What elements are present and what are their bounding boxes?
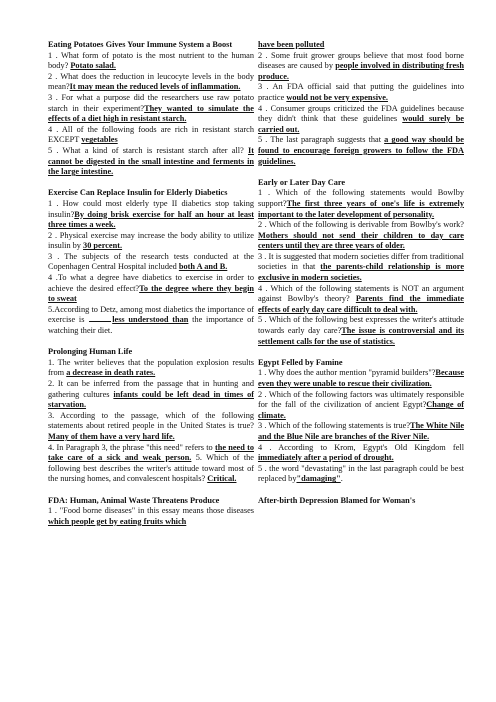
section-title: Eating Potatoes Gives Your Immune System a Boost (48, 40, 233, 49)
section-title: Egypt Felled by Famine (258, 357, 343, 367)
question-item (258, 421, 464, 442)
answer-text: Parents find the immediate effects of early day care difficult to deal with. (258, 294, 464, 314)
answer-text: The first three years of one's life is extremely important to the later development of personality. (258, 198, 464, 219)
question-item (258, 104, 464, 136)
question-item (48, 51, 254, 72)
question-item (258, 443, 464, 464)
question-text: 2 . Some fruit grower groups believe that most food borne diseases are caused by (258, 50, 464, 71)
question-text: 4 .To what a degree have diabetics to exercise in order to achieve the desired effect? (48, 273, 254, 293)
answer-text: both A and B. (178, 262, 228, 272)
answer-text: which people get by eating fruits which (48, 516, 187, 526)
answer-text: Critical. (207, 474, 237, 484)
question-text: 5.According to Detz, among most diabetics the importance of exercise is (48, 304, 254, 325)
question-text: 3. According to the passage, which of the following statements about retired people in the United States is true? (48, 410, 254, 431)
question-text: 5 . Which of the following best expresses the writer's attitude towards early day care? (258, 315, 464, 336)
question-text: 2 . Physical exercise may increase the body ability to utilize insulin by (48, 230, 254, 251)
answer-text: "damaging" (296, 474, 341, 484)
question-text: 2 . Which of the following is derivable from Bowlby's work? (258, 220, 464, 230)
question-text: 4 . Which of the following statements is NOT an argument against Bowlby's theory? (258, 283, 464, 304)
answer-text: By doing brisk exercise for half an hour at least three times a week. (48, 209, 254, 230)
section-title: After-birth Depression Blamed for Woman's (258, 495, 416, 505)
question-item (48, 231, 254, 252)
question-item (48, 146, 254, 178)
question-text: 3 . An FDA official said that putting the guidelines into practice (258, 82, 464, 102)
answer-text: Mothers should not send their children to day care centers until they are three years of older. (258, 230, 464, 251)
question-item (48, 358, 254, 379)
answer-text: 30 percent. (83, 241, 123, 251)
answer-text: vegetables (81, 135, 118, 145)
question-text: 2 . Which of the following factors was ultimately responsible for the fall of the civilization of ancient Egypt? (258, 389, 464, 410)
answer-text: Because even they were unable to rescue their civilization. (258, 368, 464, 388)
question-item (48, 252, 254, 273)
question-item (258, 40, 464, 51)
section-title: FDA: Human, Animal Waste Threatens Produce (48, 495, 220, 505)
question-item (48, 273, 254, 305)
question-text: 2. It can be inferred from the passage that in hunting and gathering cultures (48, 379, 254, 399)
question-item (258, 464, 464, 485)
answer-text: a good way should be found to encourage foreign growers to follow the FDA guidelines. (258, 135, 464, 166)
answer-text: the need to take care of a sick and weak person. (48, 442, 254, 463)
question-item (258, 284, 464, 316)
question-tail: . (340, 474, 343, 484)
question-item (48, 506, 254, 527)
answer-text: would surely be carried out. (258, 114, 464, 134)
answer-text: immediately after a period of drought. (258, 453, 394, 463)
answer-text: The White Nile and the Blue Nile are branches of the River Nile. (258, 421, 465, 441)
question-item (48, 72, 254, 93)
question-item (48, 443, 254, 485)
left-column (48, 40, 254, 527)
question-text: 2 . What does the reduction in leucocyte levels in the body mean? (48, 71, 254, 92)
question-text: 5 . The last paragraph suggests that (258, 135, 385, 145)
answer-text: people involved in distributing fresh produce. (258, 61, 464, 81)
question-item (258, 368, 464, 389)
question-item (258, 390, 464, 422)
answer-blank (89, 321, 111, 322)
question-text: 4 . According to Krom, Egypt's Old Kingdom fell (258, 442, 464, 452)
question-item (48, 305, 254, 337)
answer-text: less understood than (112, 315, 189, 325)
section-title: Prolonging Human Life (48, 347, 133, 357)
right-column (258, 40, 464, 506)
question-item (258, 51, 464, 83)
answer-text: It may mean the reduced levels of inflammation. (69, 82, 241, 92)
question-item (258, 188, 464, 220)
question-item (48, 199, 254, 231)
question-text: 1 . How could most elderly type II diabetics stop taking insulin? (48, 198, 254, 219)
question-text: 5 . What a kind of starch is resistant starch after all? (48, 145, 248, 155)
question-text: 1 . What form of potato is the most nutrient to the human body? (48, 50, 254, 71)
answer-text: the parents-child relationship is more exclusive in modern societies. (258, 262, 464, 283)
question-text: 4 . All of the following foods are rich in resistant starch EXCEPT (48, 124, 254, 145)
section-title: Early or Later Day Care (258, 177, 346, 187)
question-item (48, 93, 254, 125)
answer-text: Many of them have a very hard life. (48, 431, 175, 441)
section-title: Exercise Can Replace Insulin for Elderly Diabetics (48, 188, 228, 198)
question-tail: the importance of watching their diet. (48, 315, 254, 336)
question-item (258, 220, 464, 252)
question-tail: 5. Which of the following best describes the writer's attitude toward most of the nursing homes, and convalescent hospitals? (48, 453, 254, 484)
question-text: 3 . It is suggested that modern societies differ from traditional societies in that (258, 251, 464, 272)
question-text: 4 . Consumer groups criticized the FDA guidelines because they didn't think that these guidelines (258, 103, 464, 124)
answer-text: To the degree where they begin to sweat (48, 283, 254, 304)
question-item (258, 82, 464, 103)
question-item (258, 315, 464, 347)
answer-text: They wanted to simulate the effects of a diet high in resistant starch. (48, 103, 254, 124)
question-text: 3 . Which of the following statements is true? (258, 421, 411, 431)
question-text: 3 . For what a purpose did the researchers use raw potato starch in their experiment? (48, 92, 254, 113)
question-text: 3 . The subjects of the research tests conducted at the Copenhagen Central Hospital included (48, 251, 254, 272)
question-text: 1 . Why does the author mention "pyramid builders"? (258, 368, 436, 378)
question-item (48, 411, 254, 443)
question-item (48, 379, 254, 411)
question-text: 1. The writer believes that the population explosion results from (48, 357, 254, 378)
question-text: 5 . the word "devastating" in the last paragraph could be best replaced by (258, 463, 464, 484)
answer-text: infants could be left dead in times of starvation. (48, 389, 254, 410)
answer-text: It cannot be digested in the small intestine and ferments in the large intestine. (48, 145, 254, 177)
answer-text: have been polluted (258, 40, 325, 49)
question-text: 4. In Paragraph 3, the phrase "this need" refers to (48, 442, 215, 452)
answer-text: Change of climate. (258, 400, 464, 420)
answer-text: a decrease in death rates. (66, 368, 156, 378)
question-text: 1 . "Food borne diseases" in this essay means those diseases (48, 506, 254, 516)
question-item (258, 252, 464, 284)
answer-text: The issue is controversial and its settlement calls for the use of statistics. (258, 326, 464, 346)
question-item (258, 135, 464, 167)
answer-text: would not be very expensive. (286, 92, 388, 102)
answer-text: Potato salad. (70, 61, 116, 71)
question-text: 1 . Which of the following statements would Bowlby support? (258, 188, 464, 208)
question-item (48, 125, 254, 146)
